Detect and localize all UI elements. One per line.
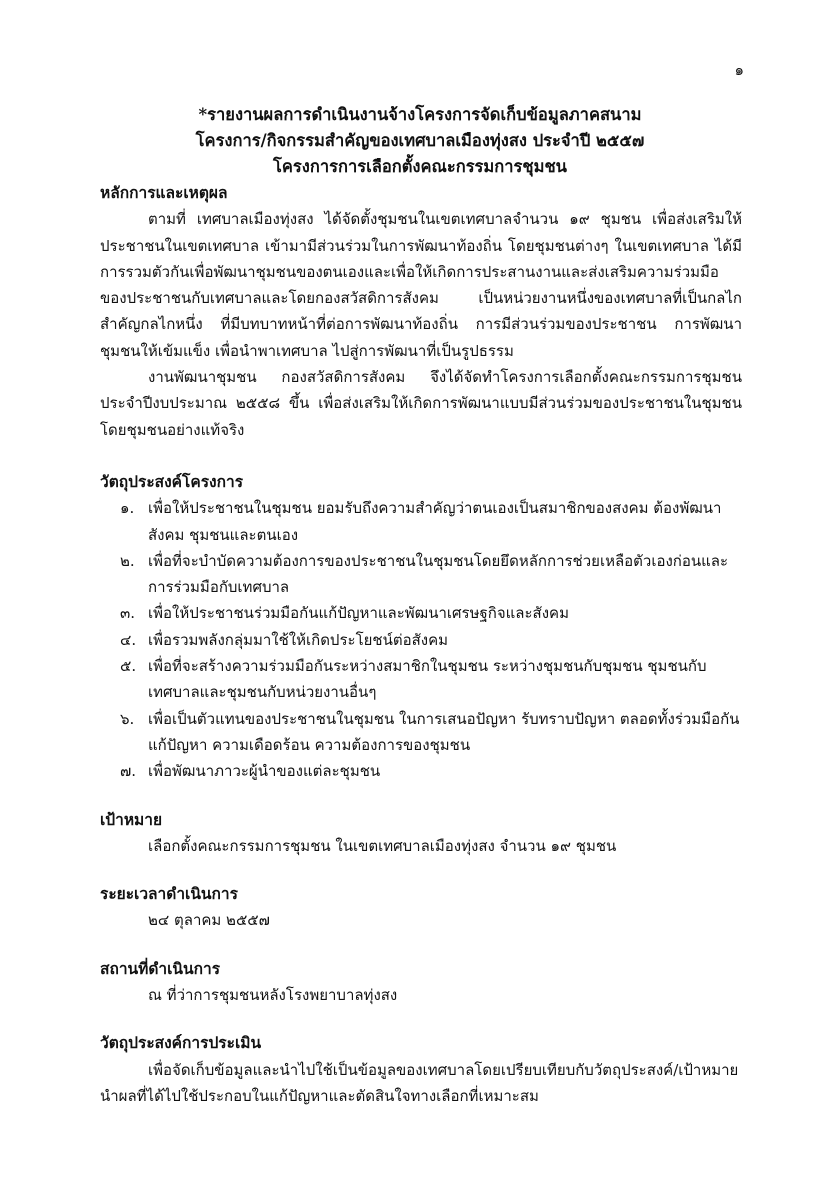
title-line-3: โครงการการเลือกตั้งคณะกรรมการชุมชน xyxy=(273,157,567,176)
list-item-text: เพื่อให้ประชาชนร่วมมือกันแก้ปัญหาและพัฒนาเศรษฐกิจและสังคม xyxy=(148,604,569,623)
objectives-list xyxy=(100,495,742,784)
spacer xyxy=(100,934,742,956)
list-item-text: เพื่อที่จะสร้างความร่วมมือกันระหว่างสมาชิกในชุมชน ระหว่างชุมชนกับชุมชน ชุมชนกับเทศบาลและชุมชนกับหน่วยงานอื่นๆ xyxy=(148,657,707,702)
evaluation-heading: วัตถุประสงค์การประเมิน xyxy=(100,1033,262,1053)
period-section xyxy=(100,881,742,934)
rationale-section xyxy=(100,180,742,443)
objectives-section xyxy=(100,469,742,785)
list-item xyxy=(100,548,742,601)
list-item-text: เพื่อพัฒนาภาวะผู้นำของแต่ละชุมชน xyxy=(148,762,381,781)
spacer xyxy=(100,1008,742,1030)
rationale-paragraph-1: ตามที่ เทศบาลเมืองทุ่งสง ได้จัดตั้งชุมชนในเขตเทศบาลจำนวน ๑๙ ชุมชน เพื่อส่งเสริมให้ประชาชนในเขตเทศบาล เข้ามามีส่วนร่วมในการพัฒนาท้องถิ่น โดยชุมชนต่างๆ ในเขตเทศบาล ได้มีการรวมตัวกันเพื่อพัฒนาชุมชนของตนเองและเพื่อให้เกิดการประสานงานและส่งเสริมความร่วมมือของประชาชนกับเทศบาลและโดยกองสวัสดิการสังคม เป็นหน่วยงานหนึ่งของเทศบาลที่เป็นกลไกสำคัญกลไกหนึ่ง ที่มีบทบาทหน้าที่ต่อการพัฒนาท้องถิ่น การมีส่วนร่วมของประชาชน การพัฒนาชุมชนให้เข้มแข็ง เพื่อนำพาเทศบาล ไปสู่การพัฒนาที่เป็นรูปธรรม xyxy=(100,210,742,360)
document-title xyxy=(100,102,740,180)
page-number: ๑ xyxy=(734,61,744,79)
list-item-number: ๑. xyxy=(120,499,135,518)
list-item-text: เพื่อที่จะบำบัดความต้องการของประชาชนในชุมชนโดยยึดหลักการช่วยเหลือตัวเองก่อนและการร่วมมือกับเทศบาล xyxy=(148,551,729,597)
list-item-text: เพื่อเป็นตัวแทนของประชาชนในชุมชน ในการเสนอปัญหา รับทราบปัญหา ตลอดทั้งร่วมมือกันแก้ปัญหา ความเดือดร้อน ความต้องการของชุมชน xyxy=(148,709,740,754)
list-item-text: เพื่อรวมพลังกลุ่มมาใช้ให้เกิดประโยชน์ต่อสังคม xyxy=(148,630,448,649)
spacer xyxy=(100,443,742,469)
list-item xyxy=(100,653,742,706)
location-section xyxy=(100,956,742,1009)
list-item-text: เพื่อให้ประชาชนในชุมชน ยอมรับถึงความสำคัญว่าตนเองเป็นสมาชิกของสงคม ต้องพัฒนาสังคม ชุมชนและตนเอง xyxy=(148,499,722,544)
list-item-number: ๖. xyxy=(120,709,135,728)
list-item-number: ๕. xyxy=(120,657,137,676)
title-line-2: โครงการ/กิจกรรมสำคัญของเทศบาลเมืองทุ่งสง ประจำปี ๒๕๕๗ xyxy=(195,131,645,150)
list-item xyxy=(100,495,742,548)
spacer xyxy=(100,785,742,807)
document-body xyxy=(100,180,742,1109)
target-text: เลือกตั้งคณะกรรมการชุมชน ในเขตเทศบาลเมืองทุ่งสง จำนวน ๑๙ ชุมชน xyxy=(148,836,617,855)
evaluation-text: เพื่อจัดเก็บข้อมูลและนำไปใช้เป็นข้อมูลของเทศบาลโดยเปรียบเทียบกับวัตถุประสงค์/เป้าหมายนำผลที่ได้ไปใช้ประกอบในแก้ปัญหาและตัดสินใจทางเลือกที่เหมาะสม xyxy=(100,1060,739,1105)
spacer xyxy=(100,859,742,881)
location-heading: สถานที่ดำเนินการ xyxy=(100,958,221,978)
period-heading: ระยะเวลาดำเนินการ xyxy=(100,884,238,904)
list-item-number: ๔. xyxy=(120,630,137,649)
evaluation-section xyxy=(100,1030,742,1109)
list-item xyxy=(100,600,742,626)
list-item xyxy=(100,706,742,759)
rationale-heading: หลักการและเหตุผล xyxy=(100,183,228,202)
period-text: ๒๔ ตุลาคม ๒๕๕๗ xyxy=(148,911,270,930)
list-item xyxy=(100,627,742,653)
list-item-number: ๓. xyxy=(120,604,136,623)
target-heading: เป้าหมาย xyxy=(100,809,163,829)
objectives-heading: วัตถุประสงค์โครงการ xyxy=(100,471,244,491)
list-item-number: ๗. xyxy=(120,762,137,781)
list-item xyxy=(100,758,742,784)
location-text: ณ ที่ว่าการชุมชนหลังโรงพยาบาลทุ่งสง xyxy=(148,986,398,1005)
title-line-1: *รายงานผลการดำเนินงานจ้างโครงการจัดเก็บข้อมูลภาคสนาม xyxy=(198,105,642,124)
rationale-paragraph-2: งานพัฒนาชุมชน กองสวัสดิการสังคม จึงได้จัดทำโครงการเลือกตั้งคณะกรรมการชุมชนประจำปีงบประมาณ ๒๕๕๘ ขึ้น เพื่อส่งเสริมให้เกิดการพัฒนาแบบมีส่วนร่วมของประชาชนในชุมชนโดยชุมชนอย่างแท้จริง xyxy=(100,368,742,439)
list-item-number: ๒. xyxy=(120,551,135,570)
target-section xyxy=(100,807,742,860)
